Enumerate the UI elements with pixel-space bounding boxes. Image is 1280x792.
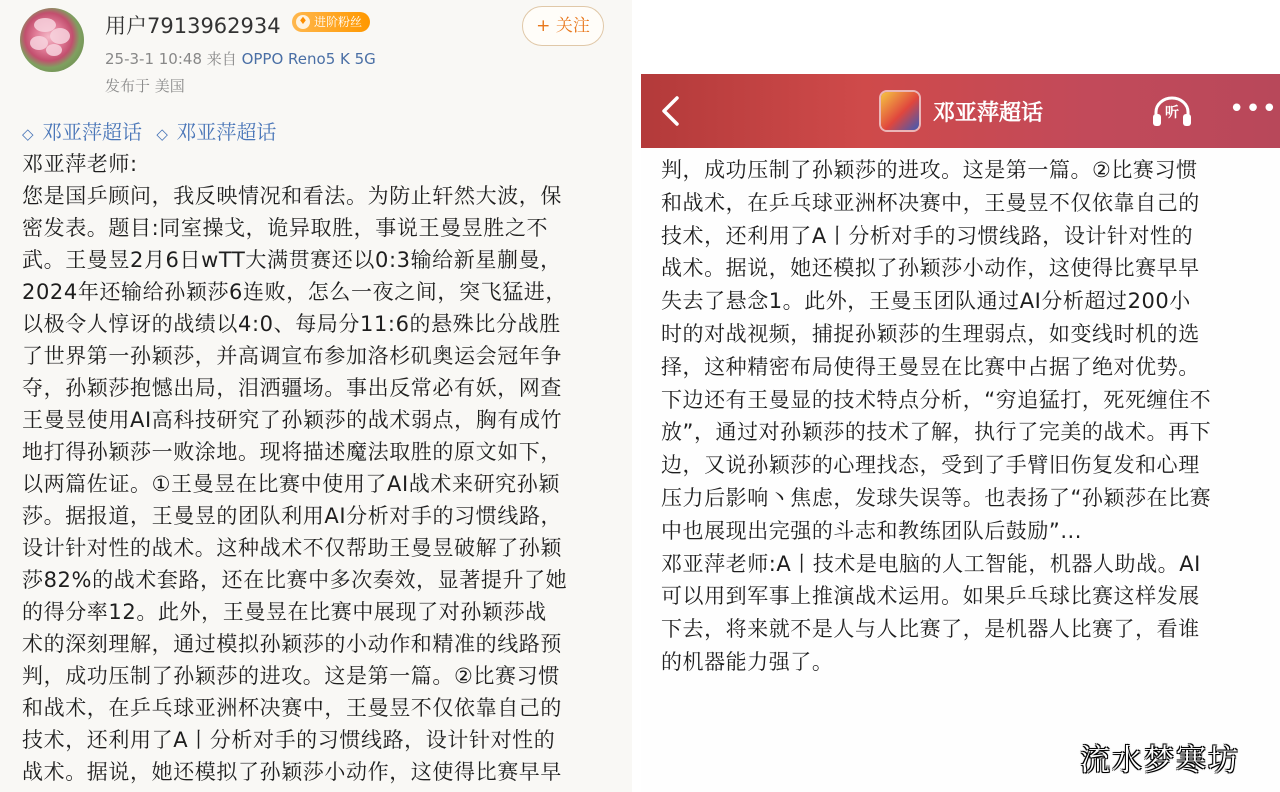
post-line: 技术，还利用了A丨分析对手的习惯线路，设计针对性的 xyxy=(661,223,1194,248)
panel-divider xyxy=(632,0,641,792)
topic-tag[interactable] xyxy=(22,116,142,145)
post-line: 战术。据说，她还模拟了孙颖莎小动作，这使得比赛早早 xyxy=(22,760,562,784)
post-line: 武。王曼昱2月6日wTT大满贯赛还以0:3输给新星蒯曼， xyxy=(22,248,562,272)
back-arrow-icon[interactable] xyxy=(659,94,687,128)
more-options-icon[interactable]: ••• xyxy=(1229,94,1279,124)
post-line: 下边还有王曼显的技术特点分析，“穷追猛打，死死缠住不 xyxy=(661,387,1212,412)
post-line: 战术。据说，她还模拟了孙颖莎小动作，这使得比赛早早 xyxy=(661,256,1200,281)
diamond-icon: ◇ xyxy=(22,125,34,143)
post-line: 邓亚萍老师:A丨技术是电脑的人工智能，机器人助战。AI xyxy=(661,551,1201,576)
post-line: 和战术，在乒乓球亚洲杯决赛中，王曼昱不仅依靠自己的 xyxy=(22,696,562,720)
post-line: 放”，通过对孙颖莎的技术了解，执行了完美的战术。再下 xyxy=(661,420,1212,445)
post-line: 2024年还输给孙颖莎6连败，怎么一夜之间，突飞猛进， xyxy=(22,280,568,304)
post-line: 了世界第一孙颖莎，并高调宣布参加洛杉矶奥运会冠年争 xyxy=(22,344,562,368)
topic-tag-label: 邓亚萍超话 xyxy=(42,120,142,144)
listen-label: 听 xyxy=(1165,105,1179,121)
post-line: 技术，还利用了A丨分析对手的习惯线路，设计针对性的 xyxy=(22,728,556,752)
post-line: 可以用到军事上推演战术运用。如果乒乓球比赛这样发展 xyxy=(661,584,1200,609)
post-line: 以两篇佐证。①王曼昱在比赛中使用了AI战术来研究孙颖 xyxy=(22,472,560,496)
fan-level-badge xyxy=(292,12,370,32)
post-line: 压力后影响丶焦虑，发球失误等。也表扬了“孙颖莎在比赛 xyxy=(661,485,1212,510)
fan-level-label: 进阶粉丝 xyxy=(314,15,363,29)
post-line: 以极令人惇讶的战绩以4:0、每局分11:6的悬殊比分战胜 xyxy=(22,312,561,336)
post-line: 密发表。题目:同室操戈，诡异取胜，事说王曼昱胜之不 xyxy=(22,216,549,240)
post-time: 25-3-1 10:48 xyxy=(105,50,202,68)
post-line: 择，这种精密布局使得王曼昱在比赛中占据了绝对优势。 xyxy=(661,354,1200,379)
post-line: 设计针对性的战术。这种战术不仅帮助王曼昱破解了孙颖 xyxy=(22,536,562,560)
source-prefix: 来自 xyxy=(206,50,237,68)
right-post-screenshot xyxy=(641,74,1280,792)
topic-tag-label: 邓亚萍超话 xyxy=(176,120,277,144)
user-avatar[interactable] xyxy=(20,8,84,72)
post-line: 地打得孙颖莎一败涂地。现将描述魔法取胜的原文如下， xyxy=(22,440,562,464)
fan-badge-icon: ♦ xyxy=(296,15,310,29)
post-line: 术的深刻理解，通过模拟孙颖莎的小动作和精准的线路预 xyxy=(22,632,562,656)
topic-avatar[interactable] xyxy=(881,92,919,130)
topic-tags xyxy=(22,116,284,145)
post-body xyxy=(22,148,622,788)
follow-button[interactable]: + 关注 xyxy=(522,6,604,46)
topic-tag[interactable] xyxy=(156,116,276,145)
post-line: 的机器能力强了。 xyxy=(661,649,834,674)
post-line: 王曼昱使用AI高科技研究了孙颖莎的战术弱点，胸有成竹 xyxy=(22,408,563,432)
post-line: 边，又说孙颖莎的心理找态，受到了手臂旧伤复发和心理 xyxy=(661,453,1200,478)
post-line: 判，成功压制了孙颖莎的进攻。这是第一篇。②比赛习惯 xyxy=(22,664,560,688)
post-line: 莎。据报道，王曼昱的团队利用AI分析对手的习惯线路， xyxy=(22,504,563,528)
post-line: 夺，孙颖莎抱憾出局，泪洒疆场。事出反常必有妖，网查 xyxy=(22,376,562,400)
topic-header-bar xyxy=(641,74,1280,148)
topic-title: 邓亚萍超话 xyxy=(933,101,1044,126)
post-line: 和战术，在乒乓球亚洲杯决赛中，王曼昱不仅依靠自己的 xyxy=(661,190,1200,215)
post-body-continued xyxy=(661,154,1273,679)
username[interactable]: 用户7913962934 xyxy=(105,14,281,38)
post-line: 邓亚萍老师: xyxy=(22,152,138,176)
post-line: 判，成功压制了孙颖莎的进攻。这是第一篇。②比赛习惯 xyxy=(661,158,1198,182)
left-post-screenshot xyxy=(0,0,632,792)
post-line: 莎82%的战术套路，还在比赛中多次奏效，显著提升了她 xyxy=(22,568,568,592)
post-line: 时的对战视频，捕捉孙颖莎的生理弱点，如变线时机的选 xyxy=(661,321,1200,346)
post-meta xyxy=(105,48,376,69)
post-line: 下去，将来就不是人与人比赛了，是机器人比赛了，看谁 xyxy=(661,617,1200,642)
post-line: 中也展现出完强的斗志和教练团队后鼓励”... xyxy=(661,518,1083,543)
post-line: 的得分率12。此外，王曼昱在比赛中展现了对孙颖莎战 xyxy=(22,600,547,624)
post-location: 发布于 美国 xyxy=(105,77,185,95)
diamond-icon: ◇ xyxy=(156,125,168,143)
watermark: 流水梦寒坊 xyxy=(1080,743,1240,778)
post-line: 您是国乒顾问，我反映情况和看法。为防止轩然大波，保 xyxy=(22,184,562,208)
post-line: 失去了悬念1。此外，王曼玉团队通过AI分析超过200小 xyxy=(661,289,1191,314)
source-device[interactable]: OPPO Reno5 K 5G xyxy=(241,50,376,68)
